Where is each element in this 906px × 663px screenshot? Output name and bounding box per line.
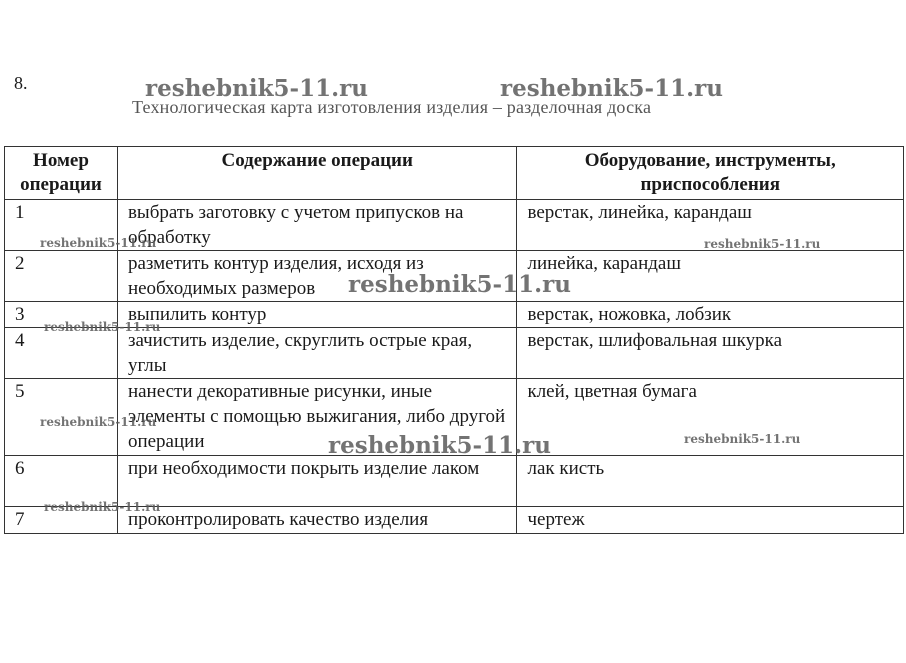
operation-number: 4	[5, 328, 118, 379]
operation-equipment: клей, цветная бумага	[517, 379, 904, 456]
table-row	[5, 456, 904, 507]
operation-equipment: линейка, карандаш	[517, 251, 904, 302]
watermark: reshebnik5-11.ru	[44, 500, 161, 514]
operation-equipment: верстак, ножовка, лобзик	[517, 302, 904, 328]
operation-content: при необходимости покрыть изделие лаком	[117, 456, 517, 507]
table-row	[5, 328, 904, 379]
watermark: reshebnik5-11.ru	[684, 432, 801, 446]
watermark: reshebnik5-11.ru	[328, 432, 551, 459]
operation-number: 6	[5, 456, 118, 507]
operation-equipment: верстак, линейка, карандаш	[517, 200, 904, 251]
technology-card-table	[4, 146, 904, 534]
watermark: reshebnik5-11.ru	[145, 75, 368, 102]
operation-number: 2	[5, 251, 118, 302]
operation-content: выбрать заготовку с учетом припусков на обработку	[117, 200, 517, 251]
header-operation-number: Номер операции	[5, 147, 118, 200]
header-row	[5, 147, 904, 200]
document-title: Технологическая карта изготовления изделия – разделочная доска	[132, 97, 652, 117]
watermark: reshebnik5-11.ru	[40, 415, 157, 429]
header-equipment: Оборудование, инструменты, приспособления	[517, 147, 904, 200]
operation-number: 1	[5, 200, 118, 251]
operation-equipment: чертеж	[517, 507, 904, 534]
watermark: reshebnik5-11.ru	[704, 237, 821, 251]
operation-number: 7	[5, 507, 118, 534]
task-number: 8.	[14, 73, 28, 93]
operation-content: зачистить изделие, скруглить острые края, углы	[117, 328, 517, 379]
operation-content: проконтролировать качество изделия	[117, 507, 517, 534]
operation-content: нанести декоративные рисунки, иные элементы с помощью выжигания, либо другой операции	[117, 379, 517, 456]
watermark: reshebnik5-11.ru	[44, 320, 161, 334]
header-operation-content: Содержание операции	[117, 147, 517, 200]
operation-equipment: лак кисть	[517, 456, 904, 507]
operation-number: 3	[5, 302, 118, 328]
watermark: reshebnik5-11.ru	[500, 75, 723, 102]
operation-number: 5	[5, 379, 118, 456]
watermark: reshebnik5-11.ru	[348, 271, 571, 298]
operation-equipment: верстак, шлифовальная шкурка	[517, 328, 904, 379]
operation-content: выпилить контур	[117, 302, 517, 328]
watermark: reshebnik5-11.ru	[40, 236, 157, 250]
operation-content: разметить контур изделия, исходя из необходимых размеров	[117, 251, 517, 302]
